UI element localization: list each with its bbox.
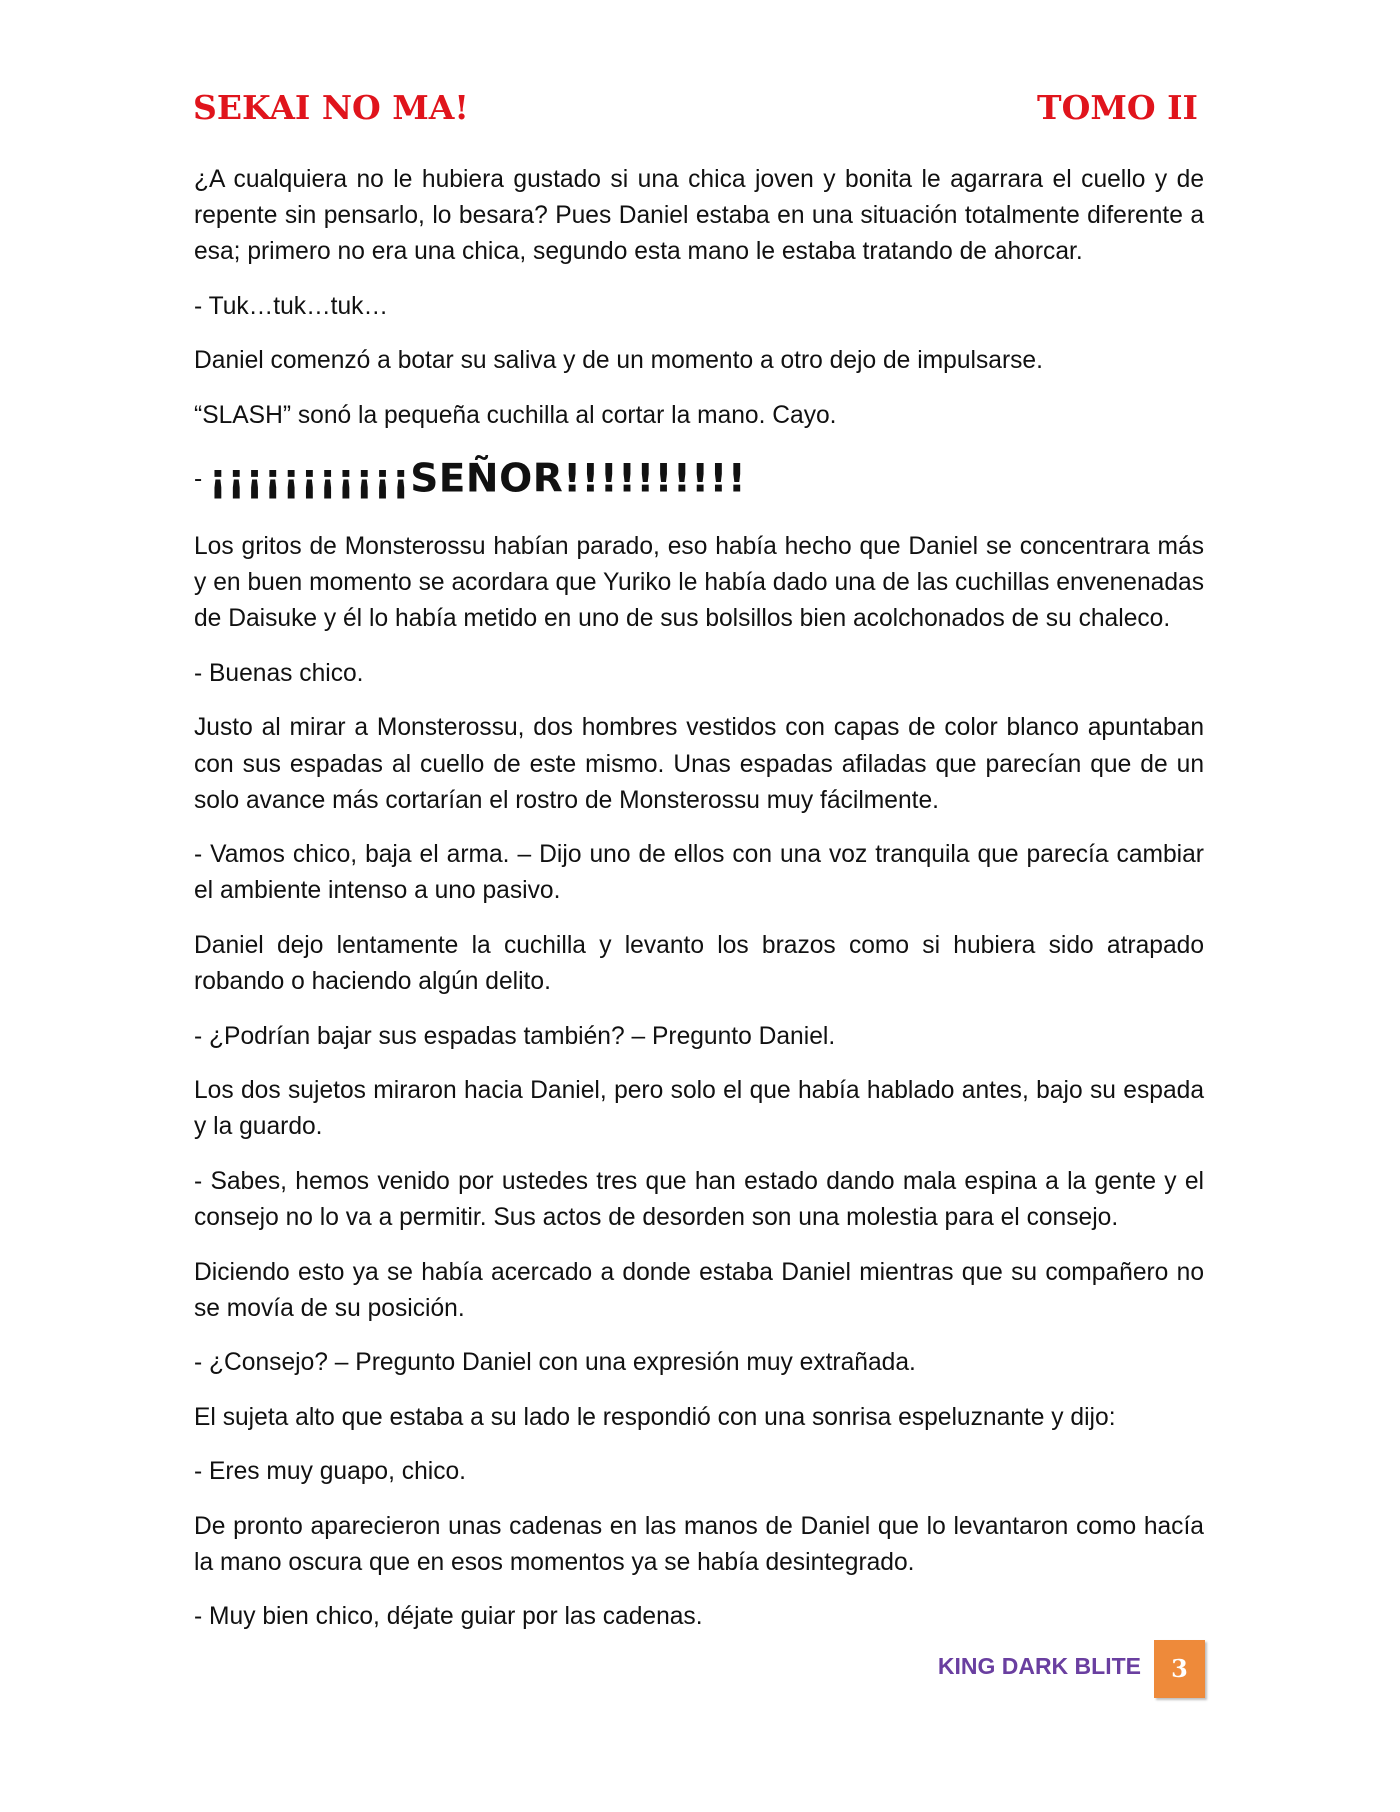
page-number-badge: 3 [1154,1640,1205,1698]
paragraph: Los dos sujetos miraron hacia Daniel, pero solo el que había hablado antes, bajo su espada y la guardo. [194,1077,1204,1141]
paragraph: Los gritos de Monsterossu habían parado, eso había hecho que Daniel se concentrara más y en buen momento se acordara que Yuriko le había dado una de las cuchillas envenenadas de Daisuke y él lo había metido en uno de sus bolsillos bien acolchonados de su chaleco. [194,532,1204,633]
paragraph: Daniel dejo lentamente la cuchilla y levanto los brazos como si hubiera sido atrapado robando o haciendo algún delito. [194,931,1204,996]
paragraph: De pronto aparecieron unas cadenas en las manos de Daniel que lo levantaron como hacía la mano oscura que en esos momentos ya se había desintegrado. [194,1512,1204,1576]
dialogue-line: - Buenas chico. [194,659,364,687]
paragraph: Diciendo esto ya se había acercado a donde estaba Daniel mientras que su compañero no se movía de su posición. [194,1258,1204,1322]
dialogue-line: - ¿Podrían bajar sus espadas también? – Pregunto Daniel. [194,1022,836,1050]
dialogue-line: - Eres muy guapo, chico. [194,1458,467,1486]
dialogue-line: - Muy bien chico, déjate guiar por las cadenas. [194,1603,703,1631]
series-title: SEKAI NO MA! [193,88,469,127]
shout-line [194,452,1204,507]
dialogue-line: - Tuk…tuk…tuk… [194,292,389,320]
page-header [193,88,1200,128]
paragraph: Justo al mirar a Monsterossu, dos hombres vestidos con capas de color blanco apuntaban con sus espadas al cuello de este mismo. Unas espadas afiladas que parecían que de un solo avance más cortarían el rostro de Monsterossu muy fácilmente. [194,714,1204,814]
dialogue-line: - ¿Consejo? – Pregunto Daniel con una expresión muy extrañada. [194,1349,916,1377]
volume-title: TOMO II [1037,88,1198,127]
shout-word: ¡¡¡¡¡¡¡¡¡¡¡SEÑOR!!!!!!!!!! [209,456,747,502]
dialogue-line: - Sabes, hemos venido por ustedes tres que han estado dando mala espina a la gente y el consejo no lo va a permitir. Sus actos de desorden son una molestia para el consejo. [194,1167,1204,1232]
paragraph: “SLASH” sonó la pequeña cuchilla al cortar la mano. Cayo. [194,401,837,429]
shout-dash: - [194,465,203,493]
body-text [194,162,1204,1654]
paragraph: ¿A cualquiera no le hubiera gustado si una chica joven y bonita le agarrara el cuello y de repente sin pensarlo, lo besara? Pues Daniel estaba en una situación totalmente diferente a esa; primero no era una chica, segundo esta mano le estaba tratando de ahorcar. [194,166,1204,266]
author-name: KING DARK BLITE [937,1653,1141,1679]
paragraph: El sujeta alto que estaba a su lado le respondió con una sonrisa espeluznante y dijo: [194,1403,1116,1431]
dialogue-line: - Vamos chico, baja el arma. – Dijo uno de ellos con una voz tranquila que parecía cambiar el ambiente intenso a uno pasivo. [194,841,1204,905]
paragraph: Daniel comenzó a botar su saliva y de un momento a otro dejo de impulsarse. [194,347,1043,375]
page-footer [937,1640,1205,1700]
